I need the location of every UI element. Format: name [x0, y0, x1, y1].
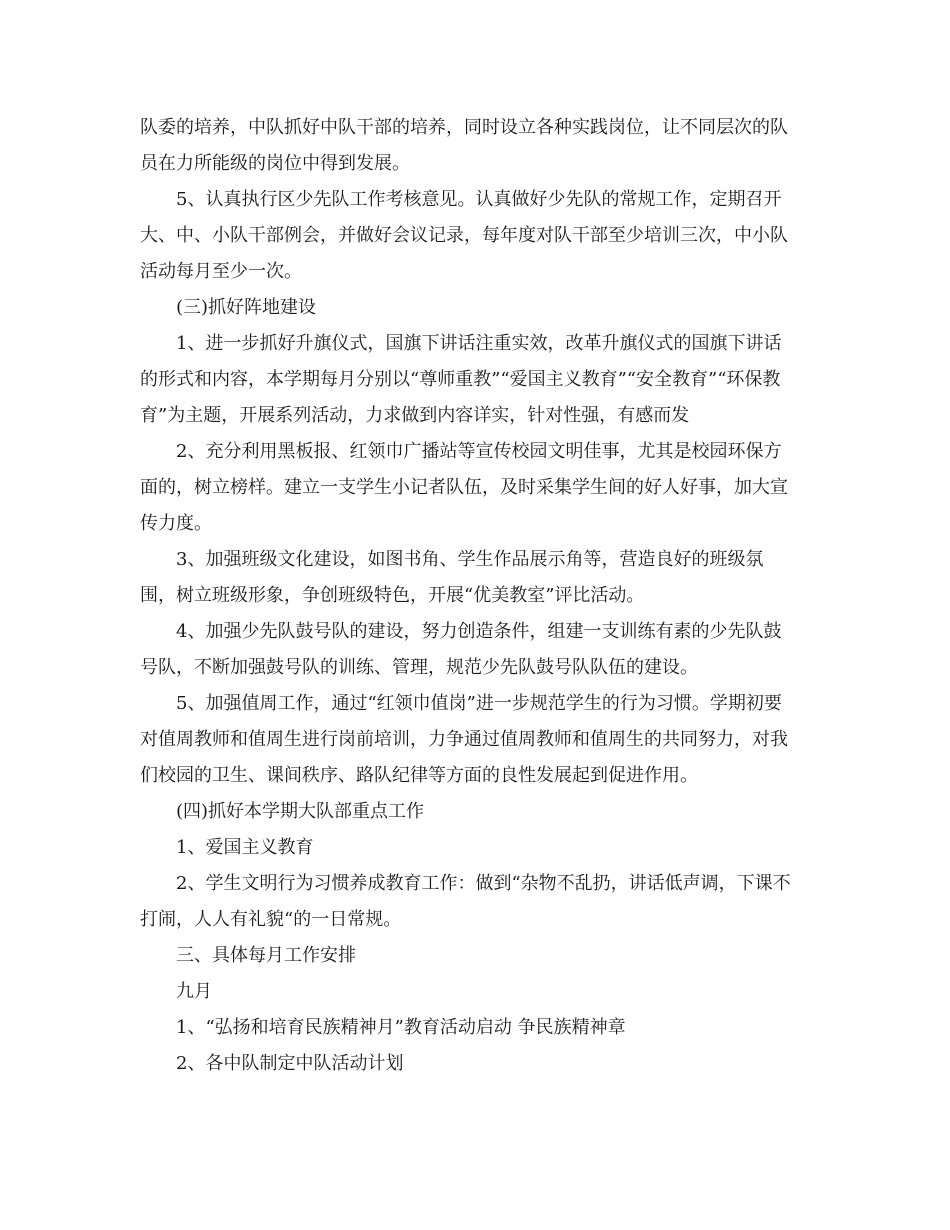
paragraph-line: 2、学生文明行为习惯养成教育工作：做到“杂物不乱扔，讲话低声调，下课不 — [176, 873, 791, 894]
paragraph-line: 5、加强值周工作，通过“红领巾值岗”进一步规范学生的行为习惯。学期初要 — [176, 693, 782, 714]
paragraph-line: 育”为主题，开展系列活动，力求做到内容详实，针对性强，有感而发 — [140, 405, 690, 426]
paragraph-line: 对值周教师和值周生进行岗前培训，力争通过值周教师和值周生的共同努力，对我 — [140, 729, 788, 750]
paragraph-line: 2、各中队制定中队活动计划 — [176, 1053, 404, 1074]
section-heading: (四)抓好本学期大队部重点工作 — [176, 801, 425, 822]
paragraph-line: 1、“弘扬和培育民族精神月”教育活动启动 争民族精神章 — [176, 1017, 626, 1038]
paragraph-line: 围，树立班级形象，争创班级特色，开展“优美教室”评比活动。 — [140, 585, 645, 606]
paragraph-line: 3、加强班级文化建设，如图书角、学生作品展示角等，营造良好的班级氛 — [176, 549, 764, 570]
paragraph-line: 号队，不断加强鼓号队的训练、管理，规范少先队鼓号队队伍的建设。 — [140, 657, 698, 678]
paragraph-line: 打闹，人人有礼貌“的一日常规。 — [140, 909, 402, 930]
paragraph-line: 4、加强少先队鼓号队的建设，努力创造条件，组建一支训练有素的少先队鼓 — [176, 621, 782, 642]
paragraph-line: 员在力所能级的岗位中得到发展。 — [140, 153, 410, 174]
paragraph-line: 2、充分利用黑板报、红领巾广播站等宣传校园文明佳事，尤其是校园环保方 — [176, 441, 782, 462]
paragraph-line: 大、中、小队干部例会，并做好会议记录，每年度对队干部至少培训三次，中小队 — [140, 225, 788, 246]
document-body — [140, 110, 812, 1082]
paragraph-line: 1、爱国主义教育 — [176, 837, 314, 858]
paragraph-line: 队委的培养，中队抓好中队干部的培养，同时设立各种实践岗位，让不同层次的队 — [140, 117, 788, 138]
section-heading: (三)抓好阵地建设 — [176, 297, 317, 318]
paragraph-line: 的形式和内容，本学期每月分别以“尊师重教”“爱国主义教育”“安全教育”“环保教 — [140, 369, 781, 390]
month-heading: 九月 — [176, 981, 212, 1002]
paragraph-line: 5、认真执行区少先队工作考核意见。认真做好少先队的常规工作，定期召开 — [176, 189, 782, 210]
paragraph-line: 传力度。 — [140, 513, 212, 534]
paragraph-line: 们校园的卫生、课间秩序、路队纪律等方面的良性发展起到促进作用。 — [140, 765, 698, 786]
paragraph-line: 活动每月至少一次。 — [140, 261, 302, 282]
section-heading: 三、具体每月工作安排 — [176, 945, 356, 966]
paragraph-line: 1、进一步抓好升旗仪式，国旗下讲话注重实效，改革升旗仪式的国旗下讲话 — [176, 333, 782, 354]
paragraph-line: 面的，树立榜样。建立一支学生小记者队伍，及时采集学生间的好人好事，加大宣 — [140, 477, 788, 498]
